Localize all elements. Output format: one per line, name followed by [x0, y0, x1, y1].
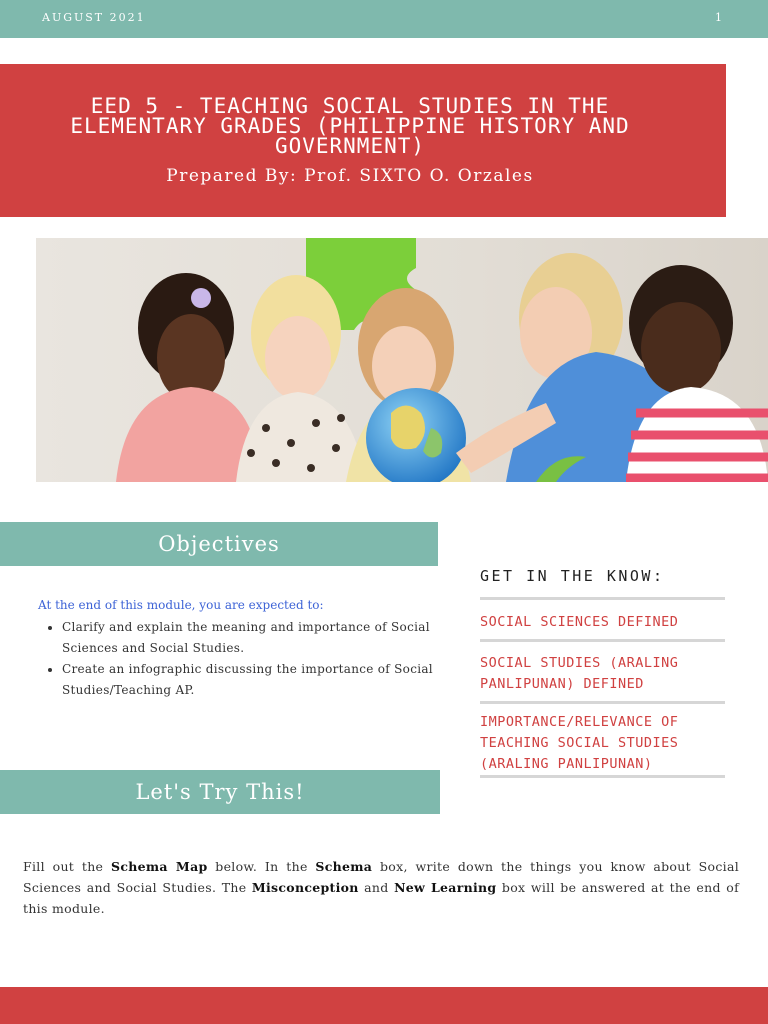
- text-run: box will be answered at the end of this module.: [23, 880, 739, 916]
- objectives-list: [38, 617, 442, 701]
- bold-run: New Learning: [394, 880, 497, 895]
- bold-run: Misconception: [251, 880, 359, 895]
- text-run: box, write down the things you know about Social Sciences and Social Studies. The: [23, 859, 739, 895]
- get-in-the-know-list: [480, 597, 725, 778]
- photo-illustration: [36, 238, 768, 482]
- know-item-importance[interactable]: IMPORTANCE/RELEVANCE OF TEACHING SOCIAL STUDIES (ARALING PANLIPUNAN): [480, 701, 725, 778]
- header-date: AUGUST 2021: [42, 11, 146, 24]
- objectives-heading: Objectives: [0, 522, 438, 566]
- objectives-intro: At the end of this module, you are expected to:: [38, 598, 324, 612]
- objective-item: • Clarify and explain the meaning and importance of Social Sciences and Social Studies.: [62, 617, 442, 659]
- get-in-the-know-heading: GET IN THE KNOW:: [480, 567, 665, 585]
- classroom-photo: [36, 238, 768, 482]
- text-run: below. In the: [207, 859, 316, 874]
- lets-try-heading: Let's Try This!: [0, 770, 440, 814]
- footer-bar: [0, 987, 768, 1024]
- bold-run: Schema: [315, 859, 373, 874]
- know-item-social-sciences[interactable]: SOCIAL SCIENCES DEFINED: [480, 597, 725, 639]
- schema-instructions: [23, 856, 739, 919]
- title-block: [0, 64, 726, 217]
- know-item-social-studies[interactable]: SOCIAL STUDIES (ARALING PANLIPUNAN) DEFINED: [480, 639, 725, 701]
- objective-item: • Create an infographic discussing the importance of Social Studies/Teaching AP.: [62, 659, 442, 701]
- page-number: 1: [715, 11, 722, 24]
- bold-run: Schema Map: [111, 859, 208, 874]
- document-title: EED 5 - TEACHING SOCIAL STUDIES IN THE ELEMENTARY GRADES (PHILIPPINE HISTORY AND GOVERNMENT): [70, 94, 630, 158]
- header-bar: [0, 0, 768, 38]
- text-run: and: [358, 880, 395, 895]
- text-run: Fill out the: [23, 859, 111, 874]
- document-subtitle: Prepared By: Prof. SIXTO O. Orzales: [166, 166, 534, 186]
